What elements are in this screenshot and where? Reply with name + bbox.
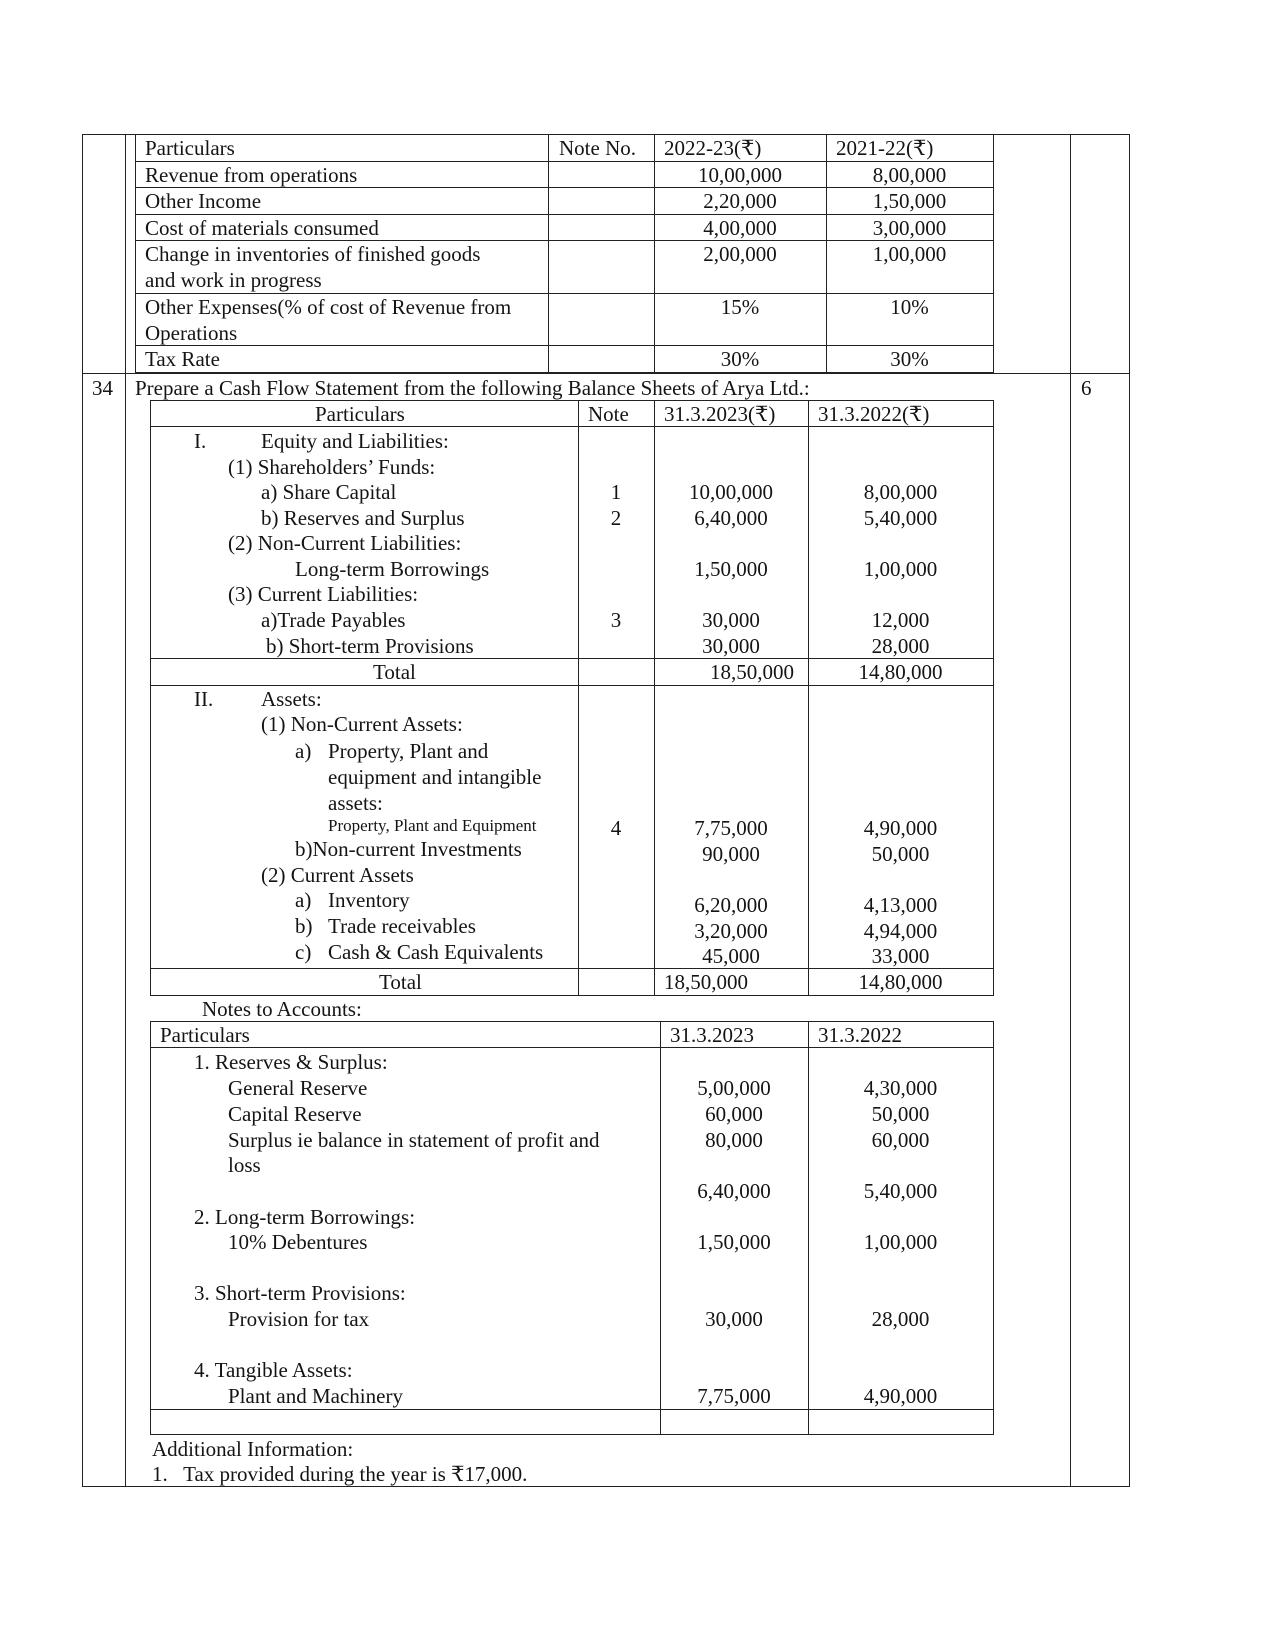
note-heading: 4. Tangible Assets: [194,1358,353,1382]
note-item-y1: 60,000 [705,1102,763,1126]
bs-item-y1: 6,20,000 [694,893,768,917]
q33-header-note: Note No. [559,136,636,160]
bs-item-y1: 3,20,000 [694,919,768,943]
bs-item-y2: 1,00,000 [863,557,938,581]
additional-info-title: Additional Information: [152,1437,354,1461]
bs-item-label: b) Short-term Provisions [266,634,474,658]
bs-item-letter: a) [295,888,312,912]
q33-row-value-y2: 1,00,000 [872,242,947,266]
q33-row-label: Other Expenses(% of cost of Revenue from [145,295,512,319]
q33-row-value-y2: 3,00,000 [872,216,947,240]
bs-item-y1: 30,000 [702,608,760,632]
additional-info-item: 1. Tax provided during the year is ₹17,000. [152,1462,528,1486]
note-item-y1: 7,75,000 [697,1384,771,1408]
q33-row-value-y1: 30% [720,347,760,371]
q33-header-particulars: Particulars [145,136,235,160]
note-heading: 2. Long-term Borrowings: [194,1205,416,1229]
bs-total-y2: 14,80,000 [858,660,943,684]
note-item-y2: 1,00,000 [863,1230,938,1254]
bs-item-note: 3 [610,608,622,632]
bs-item-y1: 7,75,000 [694,816,768,840]
note-item-y1: 5,00,000 [697,1076,771,1100]
bs-item-label: b) Reserves and Surplus [261,506,465,530]
grid-left-border [82,134,83,1487]
notes-header-year2: 31.3.2022 [818,1023,902,1047]
bs-total-y2: 14,80,000 [858,970,943,994]
q33-row-label-cont: Operations [145,321,238,345]
bs-item-label-cont: assets: [328,791,383,815]
bs-section-roman: II. [194,687,214,711]
bs-header-note: Note [588,402,629,426]
bs-item-label: Inventory [328,888,410,912]
note-item-label: General Reserve [228,1076,368,1100]
q33-row-label: Change in inventories of finished goods [145,242,481,266]
note-item-y2: 50,000 [871,1102,930,1126]
q33-row-value-y1: 2,00,000 [703,242,777,266]
bs-item-y2: 5,40,000 [863,506,938,530]
note-item-label: Capital Reserve [228,1102,362,1126]
bs-item-y1: 45,000 [702,944,760,968]
bs-item-y2: 50,000 [871,842,930,866]
bs-item-y1: 6,40,000 [694,506,768,530]
grid-marks-divider [1070,134,1071,1487]
bs-subheading: (2) Current Assets [261,863,414,887]
bs-item-y2: 8,00,000 [863,480,938,504]
bs-item-label: Property, Plant and Equipment [328,816,537,835]
bs-item-label: Property, Plant and [328,739,489,763]
note-total-y2: 5,40,000 [863,1179,938,1203]
bs-item-y2: 4,94,000 [863,919,938,943]
q33-row-label: Tax Rate [145,347,220,371]
bs-item-label: b)Non-current Investments [295,837,522,861]
q33-row-value-y2: 30% [890,347,929,371]
q33-header-year2: 2021-22(₹) [836,136,934,160]
bs-section-heading: Assets: [261,687,322,711]
q33-row-value-y2: 8,00,000 [872,163,947,187]
bs-item-note: 1 [610,480,622,504]
note-total-y1: 6,40,000 [697,1179,771,1203]
bs-section-roman: I. [194,429,207,453]
grid-right-border [1129,134,1130,1487]
bs-subheading: (2) Non-Current Liabilities: [228,531,462,555]
q33-row-label: Other Income [145,189,262,213]
bs-item-y2: 4,90,000 [863,816,938,840]
note-item-y1: 80,000 [705,1128,763,1152]
q33-row-value-y1: 10,00,000 [698,163,782,187]
bs-item-label: Trade receivables [328,914,476,938]
bs-subheading: (3) Current Liabilities: [228,582,419,606]
q33-header-year1: 2022-23(₹) [664,136,762,160]
q33-row-value-y2: 1,50,000 [872,189,947,213]
notes-header-year1: 31.3.2023 [670,1023,754,1047]
question-prompt: Prepare a Cash Flow Statement from the following Balance Sheets of Arya Ltd.: [135,376,810,400]
bs-item-y1: 1,50,000 [694,557,768,581]
bs-header-year1: 31.3.2023(₹) [664,402,776,426]
bs-header-year2: 31.3.2022(₹) [818,402,930,426]
question-marks: 6 [1081,376,1092,400]
q33-row-value-y1: 4,00,000 [703,216,777,240]
bs-item-y2: 4,13,000 [863,893,938,917]
bs-item-y2: 12,000 [871,608,930,632]
q33-row-label-cont: and work in progress [145,268,322,292]
grid-bottom-border [82,1486,1130,1487]
note-item-y1: 1,50,000 [697,1230,771,1254]
bs-item-label: a) Share Capital [261,480,397,504]
bs-item-label: Long-term Borrowings [295,557,490,581]
bs-item-letter: c) [295,940,312,964]
note-item-label: Surplus ie balance in statement of profit and [228,1128,600,1152]
notes-title: Notes to Accounts: [202,997,362,1021]
bs-subheading: (1) Non-Current Assets: [261,712,463,736]
q33-row-value-y1: 15% [720,295,760,319]
note-item-y1: 30,000 [705,1307,763,1331]
bs-item-label: a)Trade Payables [261,608,406,632]
bs-item-y2: 33,000 [871,944,930,968]
bs-item-y2: 28,000 [871,634,930,658]
note-item-label: Provision for tax [228,1307,370,1331]
q33-row-value-y1: 2,20,000 [703,189,777,213]
note-item-y2: 4,90,000 [863,1384,938,1408]
note-item-label: 10% Debentures [228,1230,368,1254]
bs-item-note: 2 [610,506,622,530]
bs-item-label: Cash & Cash Equivalents [328,940,544,964]
bs-section-heading: Equity and Liabilities: [261,429,449,453]
question-number: 34 [92,376,113,400]
bs-header-particulars: Particulars [315,402,405,426]
bs-item-label-cont: equipment and intangible [328,765,542,789]
note-heading: 3. Short-term Provisions: [194,1281,406,1305]
bs-item-letter: b) [295,914,313,938]
bs-item-y1: 30,000 [702,634,760,658]
bs-item-y1: 10,00,000 [689,480,773,504]
bs-total-y1: 18,50,000 [664,970,748,994]
note-item-y2: 60,000 [871,1128,930,1152]
note-item-label: Plant and Machinery [228,1384,403,1408]
bs-item-y1: 90,000 [702,842,760,866]
q33-row-label: Cost of materials consumed [145,216,379,240]
bs-total-y1: 18,50,000 [710,660,794,684]
bs-total-label: Total [379,970,422,994]
q33-row-value-y2: 10% [890,295,929,319]
bs-item-letter: a) [295,739,312,763]
grid-question-separator [82,373,1130,374]
bs-total-label: Total [373,660,416,684]
note-heading: 1. Reserves & Surplus: [194,1050,388,1074]
grid-number-divider [125,134,126,1487]
note-item-y2: 28,000 [871,1307,930,1331]
q33-row-label: Revenue from operations [145,163,358,187]
bs-item-note: 4 [610,816,622,840]
note-item-y2: 4,30,000 [863,1076,938,1100]
note-item-label-cont: loss [228,1153,261,1177]
notes-header-particulars: Particulars [160,1023,250,1047]
bs-subheading: (1) Shareholders’ Funds: [228,455,436,479]
